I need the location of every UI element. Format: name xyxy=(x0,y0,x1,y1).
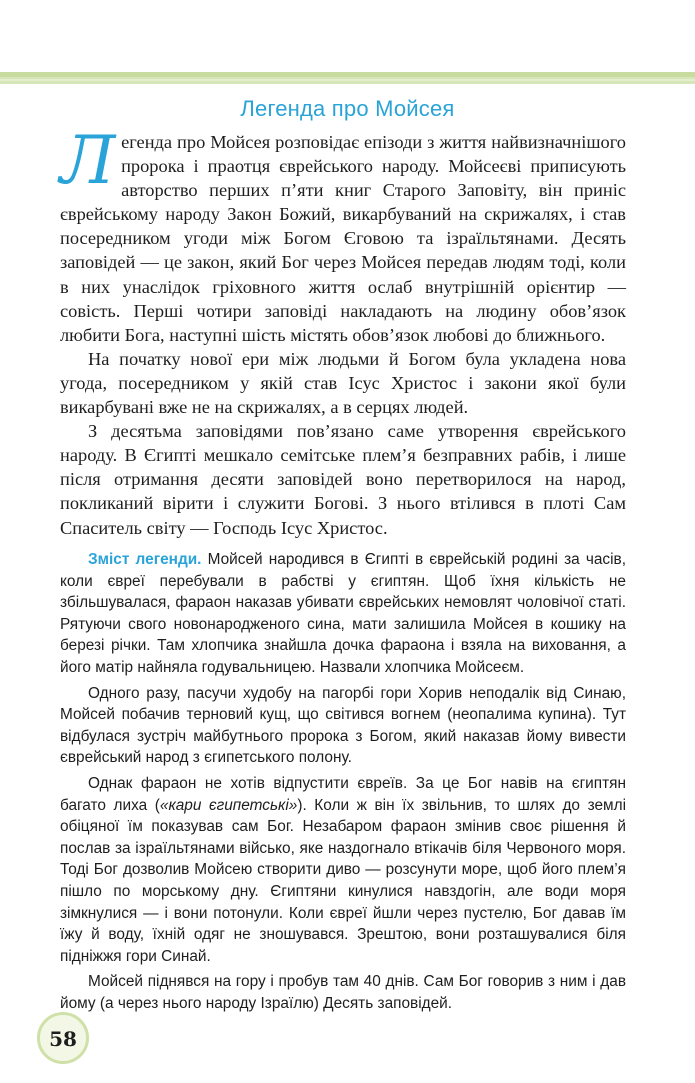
top-decorative-band xyxy=(0,72,695,84)
intro-section xyxy=(60,122,626,540)
summary-paragraph-2: Одного разу, пасучи худобу на пагорбі гори Хорив неподалік від Синаю, Мойсей побачив терновий кущ, що світився вогнем (неопалима купина). Тут відбулася зустріч майбутнього пророка з Богом, який наказав йому вивести єврейський народ з єгипетського полону. xyxy=(60,684,626,767)
summary-paragraph-4: Мойсей піднявся на гору і пробув там 40 днів. Сам Бог говорив з ним і дав йому (а через нього народу Ізраїлю) Десять заповідей. xyxy=(60,973,626,1012)
intro-paragraph-1-text: егенда про Мойсея розповідає епізоди з життя найвизначнішого пророка і праотця єврейського народу. Мойсеєві приписують авторство перших п’яти книг Старого Заповіту, він приніс єврейському народу Закон Божий, викарбуваний на скрижалях, і став посередником угоди між Богом Єговою та ізраїльтянами. Десять заповідей — це закон, який Бог через Мойсея передав людям тоді, коли в них унаслідок гріховного життя ослаб внутрішній орієнтир — совість. Перші чотири заповіді накладають на людину обов’язок любити Бога, наступні шість містять обов’язок любові до ближнього. xyxy=(60,132,626,345)
band-stripe xyxy=(0,72,695,77)
page-number: 58 xyxy=(49,1027,77,1051)
summary-heading: Зміст легенди. xyxy=(88,551,202,568)
summary-paragraph-3-start: Однак фараон не хотів відпустити євреїв. За це Бог навів на єгиптян багато лиха ( xyxy=(60,774,626,814)
legend-summary-section xyxy=(60,549,626,1018)
intro-paragraph-2: На початку нової ери між людьми й Богом була укладена нова угода, посередником у якій став Ісус Христос і закони якої були викарбувані вже не на скрижалях, а в серцях людей. xyxy=(60,348,626,418)
summary-paragraph-1-text: Мойсей народився в Єгипті в єврейській родині за часів, коли євреї перебували в рабстві у єгиптян. Щоб їхня кількість не збільшувалася, фараон наказав убивати єврейських немовлят чоловічої статі. Рятуючи свого новонародженого сина, мати залишила Мойсея в кошику на березі річки. Там хлопчика знайшла дочка фараона і взяла на виховання, а його матір найняла годувальницею. Назвали хлопчика Мойсеєм. xyxy=(60,551,626,676)
page-title: Легенда про Мойсея xyxy=(240,96,455,121)
intro-paragraph-1 xyxy=(60,122,626,347)
summary-paragraph-1 xyxy=(60,549,626,679)
intro-paragraph-3: З десятьма заповідями пов’язано саме утворення єврейського народу. В Єгипті мешкало семітське плем’я безправних рабів, і лише після отримання десяти заповідей воно перетворилося на народ, покликаний вірити і служити Богові. З нього втілився в плоті Сам Спаситель світу — Господь Ісус Христос. xyxy=(60,421,626,538)
band-stripe xyxy=(0,79,695,81)
page-number-badge xyxy=(37,1012,89,1064)
summary-paragraph-3 xyxy=(60,773,626,967)
summary-italic-phrase: «кари єгипетські» xyxy=(159,796,298,814)
drop-cap: Л xyxy=(60,122,116,199)
summary-paragraph-3-end: ). Коли ж він їх звільнив, то шлях до землі обіцяної їм показував сам Бог. Незабаром фараон змінив своє рішення й послав за ізраїльтянами військо, яке наздогнало втікачів біля Червоного моря. Тоді Бог дозволив Мойсею створити диво — розсунути море, щоб його плем’я пішло по морському дну. Єгиптяни кинулися навздогін, але води моря зімкнулися — і вони потонули. Коли євреї йшли через пустелю, Бог давав їм їжу й воду, їхній одяг не зношувався. Зрештою, вони розташувалися біля підніжжя гори Синай. xyxy=(60,796,626,965)
